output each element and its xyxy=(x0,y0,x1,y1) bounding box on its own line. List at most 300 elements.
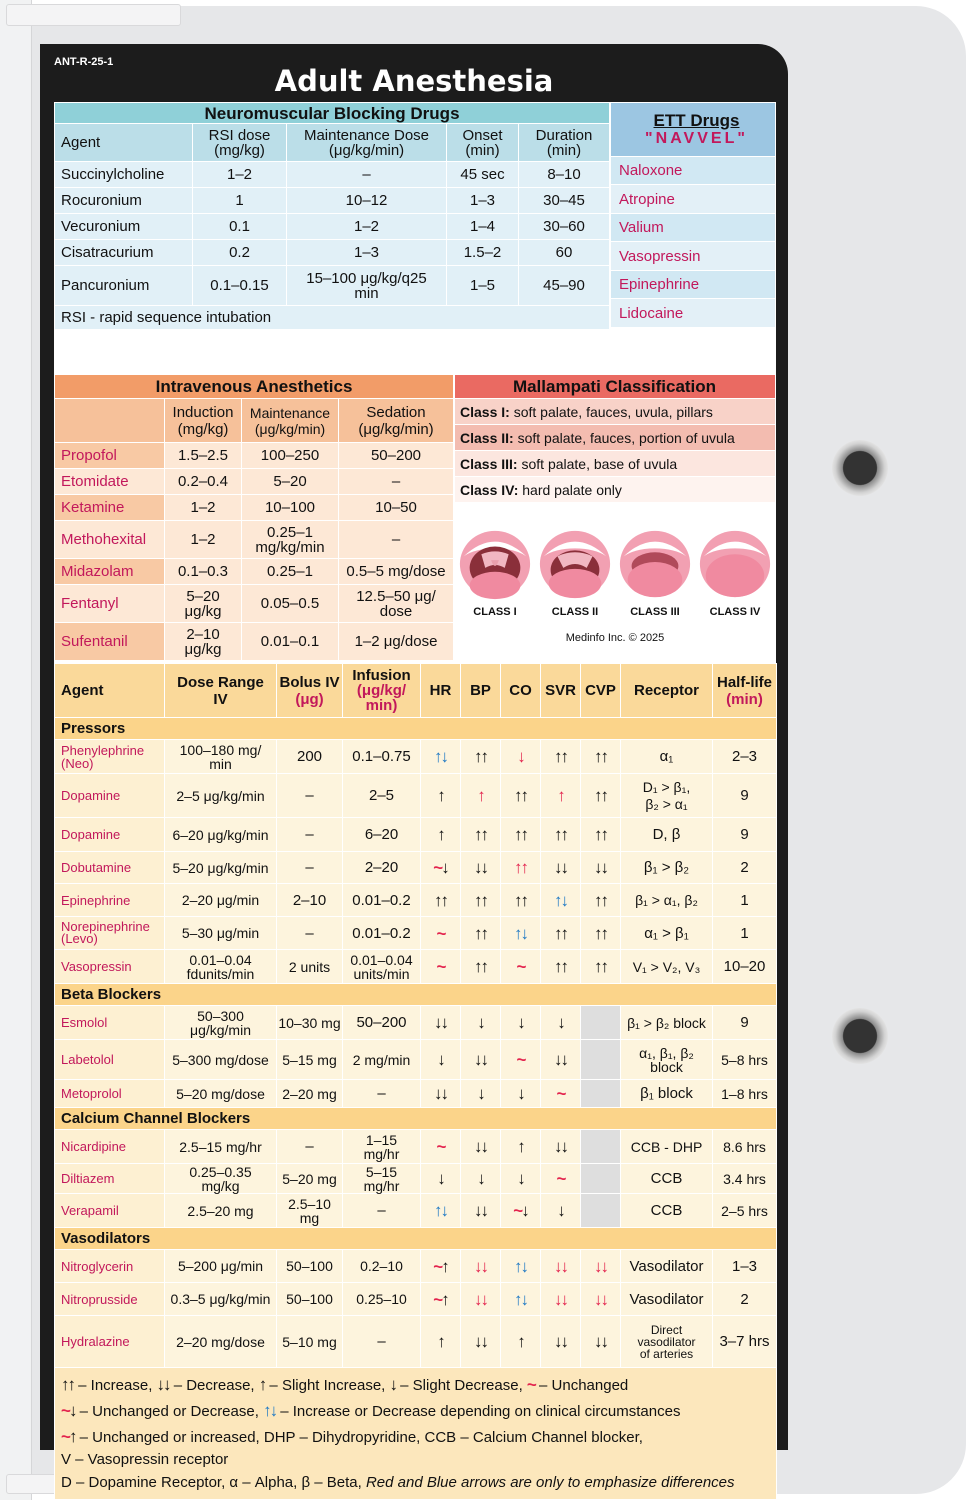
bp-arrows: ↑ xyxy=(461,774,501,818)
cell: 9 xyxy=(713,818,777,852)
cell: 10–12 xyxy=(287,188,447,214)
agent: Dopamine xyxy=(55,774,165,818)
col-receptor: Receptor xyxy=(621,664,713,718)
agent: Norepinephrine (Levo) xyxy=(55,917,165,950)
svr-arrows: ~ xyxy=(541,1164,581,1194)
svr-arrows: ↑↓ xyxy=(541,884,581,917)
cell: 10–20 xyxy=(713,950,777,984)
hr-arrows: ↑ xyxy=(421,774,461,818)
svr-arrows: ↑↑ xyxy=(541,818,581,852)
agent: Vasopressin xyxy=(55,950,165,984)
cell: 1–8 hrs xyxy=(713,1080,777,1108)
ett-header: ETT Drugs "NAVVEL" xyxy=(611,103,776,157)
mallampati-class-3: Class III: soft palate, base of uvula xyxy=(455,451,776,477)
cell: 50–200 xyxy=(343,1006,421,1040)
cell: CCB - DHP xyxy=(621,1130,713,1164)
cell: β₁ block xyxy=(621,1080,713,1108)
hr-arrows: ↑ xyxy=(421,818,461,852)
cell: – xyxy=(343,1316,421,1368)
table-row xyxy=(55,1164,777,1194)
cell: 9 xyxy=(713,774,777,818)
col-agent: Agent xyxy=(55,664,165,718)
cell: 2–5 xyxy=(343,774,421,818)
cvp-arrows xyxy=(581,1194,621,1228)
table-row xyxy=(55,852,777,884)
cell: 0.1–0.3 xyxy=(165,559,242,585)
cell: – xyxy=(277,1130,343,1164)
cell: 10–30 mg xyxy=(277,1006,343,1040)
iv-blank-header xyxy=(55,399,165,443)
co-arrows: ↑↓ xyxy=(501,1250,541,1283)
table-row xyxy=(55,188,610,214)
hr-arrows: ↓ xyxy=(421,1164,461,1194)
co-arrows: ↓ xyxy=(501,1164,541,1194)
table-row xyxy=(55,774,777,818)
table-row xyxy=(55,740,777,774)
cell: 2 xyxy=(713,1283,777,1316)
cvp-arrows: ↑↑ xyxy=(581,774,621,818)
cell: 1–2 μg/dose xyxy=(339,623,454,661)
agent: Propofol xyxy=(55,443,165,469)
cell: – xyxy=(343,1080,421,1108)
cell: 1–3 xyxy=(287,240,447,266)
cell: 5–8 hrs xyxy=(713,1040,777,1080)
svr-arrows: ↓↓ xyxy=(541,1283,581,1316)
agent: Vecuronium xyxy=(55,214,193,240)
iv-anesthetics-table xyxy=(54,374,454,661)
cell: CCB xyxy=(621,1194,713,1228)
nmb-table xyxy=(54,102,610,330)
cell: 1–4 xyxy=(447,214,519,240)
mouth-class-4-label: CLASS IV xyxy=(709,606,761,618)
agent: Epinephrine xyxy=(55,884,165,917)
agent: Etomidate xyxy=(55,469,165,495)
cell: 8.6 hrs xyxy=(713,1130,777,1164)
cell: 50–100 xyxy=(277,1283,343,1316)
cell: 1 xyxy=(713,884,777,917)
cvp-arrows: ↓↓ xyxy=(581,852,621,884)
table-row xyxy=(55,1316,777,1368)
cvp-arrows: ↑↑ xyxy=(581,950,621,984)
cell: 2 mg/min xyxy=(343,1040,421,1080)
mouth-class-4-icon xyxy=(696,526,774,602)
cell: 6–20 μg/kg/min xyxy=(165,818,277,852)
ett-drug-epinephrine: Epinephrine xyxy=(611,271,776,299)
cell: 9 xyxy=(713,1006,777,1040)
table-row xyxy=(55,1040,777,1080)
cell: 2.5–20 mg xyxy=(165,1194,277,1228)
mallampati-illustrations xyxy=(454,502,776,656)
cell: 0.01–0.2 xyxy=(343,917,421,950)
mallampati-class-2: Class II: soft palate, fauces, portion of uvula xyxy=(455,425,776,451)
cell: 0.01–0.2 xyxy=(343,884,421,917)
cell: 1 xyxy=(193,188,287,214)
cell: Direct vasodilator of arteries xyxy=(621,1316,713,1368)
table-row xyxy=(55,818,777,852)
cell: 0.1 xyxy=(193,214,287,240)
col-dose: Dose Range IV xyxy=(165,664,277,718)
cell: D₁ > β₁, β₂ > α₁ xyxy=(621,774,713,818)
screw-icon xyxy=(832,440,888,496)
section-ccb: Calcium Channel Blockers xyxy=(55,1108,777,1130)
cell: 0.25–10 xyxy=(343,1283,421,1316)
ett-table xyxy=(610,102,776,328)
cell: 0.05–0.5 xyxy=(242,585,339,623)
table-row xyxy=(55,950,777,984)
cell: 1–3 xyxy=(713,1250,777,1283)
cell: 2–3 xyxy=(713,740,777,774)
cell: 2–5 hrs xyxy=(713,1194,777,1228)
top-clip xyxy=(6,4,181,26)
hr-arrows: ~ xyxy=(421,917,461,950)
co-arrows: ~ xyxy=(501,950,541,984)
svr-arrows: ~ xyxy=(541,1080,581,1108)
cvp-arrows xyxy=(581,1130,621,1164)
card-title: Adult Anesthesia xyxy=(274,64,554,98)
cell: 0.1–0.15 xyxy=(193,266,287,306)
iv-induction-header: Induction (mg/kg) xyxy=(165,399,242,443)
agent: Sufentanil xyxy=(55,623,165,661)
svr-arrows: ↓↓ xyxy=(541,1316,581,1368)
cell: 1–2 xyxy=(287,214,447,240)
cell: 2–20 μg/min xyxy=(165,884,277,917)
cell: 50–100 xyxy=(277,1250,343,1283)
cell: 3.4 hrs xyxy=(713,1164,777,1194)
cell: 3–7 hrs xyxy=(713,1316,777,1368)
cell: V₁ > V₂, V₃ xyxy=(621,950,713,984)
table-row xyxy=(55,469,454,495)
bp-arrows: ↓↓ xyxy=(461,1194,501,1228)
cell: – xyxy=(277,774,343,818)
cell: 1–5 xyxy=(447,266,519,306)
cell: 100–180 mg/ min xyxy=(165,740,277,774)
agent: Nicardipine xyxy=(55,1130,165,1164)
co-arrows: ↑↓ xyxy=(501,917,541,950)
hr-arrows: ↓ xyxy=(421,1040,461,1080)
col-infusion: Infusion (μg/kg/ min) xyxy=(343,664,421,718)
cvp-arrows: ↓↓ xyxy=(581,1250,621,1283)
cell: 15–100 μg/kg/q25 min xyxy=(287,266,447,306)
cell: 5–20 xyxy=(242,469,339,495)
agent: Rocuronium xyxy=(55,188,193,214)
nmb-duration-header: Duration (min) xyxy=(519,124,610,162)
cvp-arrows xyxy=(581,1164,621,1194)
cell: 5–300 mg/dose xyxy=(165,1040,277,1080)
ett-drug-atropine: Atropine xyxy=(611,185,776,214)
cell: 10–100 xyxy=(242,495,339,521)
cell: β₁ > α₁, β₂ xyxy=(621,884,713,917)
cell: 0.01–0.1 xyxy=(242,623,339,661)
card-content xyxy=(54,102,776,1492)
table-row xyxy=(55,1080,777,1108)
cell: 200 xyxy=(277,740,343,774)
bp-arrows: ↓ xyxy=(461,1006,501,1040)
co-arrows: ↑↑ xyxy=(501,852,541,884)
hr-arrows: ↓↓ xyxy=(421,1080,461,1108)
hr-arrows: ~↓ xyxy=(421,852,461,884)
cell: 0.1–0.75 xyxy=(343,740,421,774)
hr-arrows: ~ xyxy=(421,950,461,984)
bp-arrows: ↑↑ xyxy=(461,884,501,917)
cell: 0.3–5 μg/kg/min xyxy=(165,1283,277,1316)
co-arrows: ~ xyxy=(501,1040,541,1080)
co-arrows: ~↓ xyxy=(501,1194,541,1228)
hr-arrows: ↑ xyxy=(421,1316,461,1368)
mallampati-class-1: Class I: soft palate, fauces, uvula, pillars xyxy=(455,399,776,425)
svr-arrows: ↓↓ xyxy=(541,852,581,884)
section-beta-blockers: Beta Blockers xyxy=(55,984,777,1006)
cell: 45 sec xyxy=(447,162,519,188)
cell: Vasodilator xyxy=(621,1283,713,1316)
ett-drug-valium: Valium xyxy=(611,214,776,242)
mouth-class-1-label: CLASS I xyxy=(473,606,517,618)
nmb-footnote: RSI - rapid sequence intubation xyxy=(55,306,610,330)
svr-arrows: ↑ xyxy=(541,774,581,818)
copyright: Medinfo Inc. © 2025 xyxy=(565,632,665,644)
cvp-arrows xyxy=(581,1080,621,1108)
cell: – xyxy=(287,162,447,188)
cell: – xyxy=(277,818,343,852)
agent: Methohexital xyxy=(55,521,165,559)
cell: 60 xyxy=(519,240,610,266)
table-row xyxy=(55,1194,777,1228)
cell: 0.25–1 xyxy=(242,559,339,585)
cell: 0.01–0.04 fdunits/min xyxy=(165,950,277,984)
cell: 5–10 mg xyxy=(277,1316,343,1368)
hr-arrows: ~↑ xyxy=(421,1283,461,1316)
ett-drug-naloxone: Naloxone xyxy=(611,157,776,185)
cell: 10–50 xyxy=(339,495,454,521)
cell: 0.25–0.35 mg/kg xyxy=(165,1164,277,1194)
vasoactive-table xyxy=(54,663,777,1500)
cell: 2 units xyxy=(277,950,343,984)
table-row xyxy=(55,917,777,950)
bp-arrows: ↓ xyxy=(461,1164,501,1194)
cell: 0.01–0.04 units/min xyxy=(343,950,421,984)
col-svr: SVR xyxy=(541,664,581,718)
nmb-agent-header: Agent xyxy=(55,124,193,162)
svr-arrows: ↓↓ xyxy=(541,1130,581,1164)
cvp-arrows xyxy=(581,1040,621,1080)
cell: 2–20 mg xyxy=(277,1080,343,1108)
agent: Dobutamine xyxy=(55,852,165,884)
cell: 8–10 xyxy=(519,162,610,188)
card-code: ANT-R-25-1 xyxy=(54,56,114,68)
co-arrows: ↑↑ xyxy=(501,774,541,818)
co-arrows: ↑↑ xyxy=(501,884,541,917)
cvp-arrows xyxy=(581,1006,621,1040)
agent: Phenylephrine (Neo) xyxy=(55,740,165,774)
cell: 0.2 xyxy=(193,240,287,266)
cell: 1–2 xyxy=(165,495,242,521)
cvp-arrows: ↑↑ xyxy=(581,740,621,774)
mallampati-title: Mallampati Classification xyxy=(455,375,776,399)
cell: 1 xyxy=(713,917,777,950)
col-hr: HR xyxy=(421,664,461,718)
co-arrows: ↑ xyxy=(501,1316,541,1368)
cell: 1.5–2 xyxy=(447,240,519,266)
cell: 100–250 xyxy=(242,443,339,469)
co-arrows: ↓ xyxy=(501,740,541,774)
bp-arrows: ↑↑ xyxy=(461,917,501,950)
hr-arrows: ~↑ xyxy=(421,1250,461,1283)
cell: 0.5–5 mg/dose xyxy=(339,559,454,585)
agent: Dopamine xyxy=(55,818,165,852)
co-arrows: ↓ xyxy=(501,1080,541,1108)
table-row xyxy=(55,162,610,188)
cell: 5–20 mg/dose xyxy=(165,1080,277,1108)
table-row xyxy=(55,266,610,306)
table-row xyxy=(55,884,777,917)
svr-arrows: ↑↑ xyxy=(541,740,581,774)
table-row xyxy=(55,1283,777,1316)
agent: Fentanyl xyxy=(55,585,165,623)
hr-arrows: ↓↓ xyxy=(421,1006,461,1040)
cell: – xyxy=(343,1194,421,1228)
table-row xyxy=(55,240,610,266)
table-row xyxy=(55,521,454,559)
cell: 50–200 xyxy=(339,443,454,469)
cell: 2–10 μg/kg xyxy=(165,623,242,661)
cvp-arrows: ↑↑ xyxy=(581,818,621,852)
cell: 0.2–10 xyxy=(343,1250,421,1283)
bp-arrows: ↓↓ xyxy=(461,852,501,884)
bp-arrows: ↓↓ xyxy=(461,1250,501,1283)
cell: 0.25–1 mg/kg/min xyxy=(242,521,339,559)
table-row xyxy=(55,585,454,623)
cell: 2–5 μg/kg/min xyxy=(165,774,277,818)
cell: 45–90 xyxy=(519,266,610,306)
bp-arrows: ↑↑ xyxy=(461,740,501,774)
agent: Nitroprusside xyxy=(55,1283,165,1316)
mouth-class-2-label: CLASS II xyxy=(551,606,599,618)
section-vasodilators: Vasodilators xyxy=(55,1228,777,1250)
col-co: CO xyxy=(501,664,541,718)
svr-arrows: ↑↑ xyxy=(541,917,581,950)
table-row xyxy=(55,214,610,240)
cell: 5–30 μg/min xyxy=(165,917,277,950)
cell: 1–3 xyxy=(447,188,519,214)
cell: 5–15 mg xyxy=(277,1040,343,1080)
cell: 2.5–15 mg/hr xyxy=(165,1130,277,1164)
agent: Labetolol xyxy=(55,1040,165,1080)
cell: α₁, β₁, β₂ block xyxy=(621,1040,713,1080)
iv-sedation-header: Sedation (μg/kg/min) xyxy=(339,399,454,443)
bp-arrows: ↓ xyxy=(461,1080,501,1108)
svr-arrows: ↓ xyxy=(541,1194,581,1228)
mallampati-table xyxy=(454,374,776,503)
agent: Hydralazine xyxy=(55,1316,165,1368)
nmb-rsi-header: RSI dose (mg/kg) xyxy=(193,124,287,162)
co-arrows: ↑↓ xyxy=(501,1283,541,1316)
cell: 1–15 mg/hr xyxy=(343,1130,421,1164)
table-row xyxy=(55,623,454,661)
cell: 5–20 mg xyxy=(277,1164,343,1194)
svr-arrows: ↓↓ xyxy=(541,1040,581,1080)
cell: 6–20 xyxy=(343,818,421,852)
cell: – xyxy=(339,469,454,495)
bp-arrows: ↑↑ xyxy=(461,818,501,852)
cell: 2.5–10 mg xyxy=(277,1194,343,1228)
bp-arrows: ↓↓ xyxy=(461,1040,501,1080)
section-pressors: Pressors xyxy=(55,718,777,740)
cell: D, β xyxy=(621,818,713,852)
agent: Succinylcholine xyxy=(55,162,193,188)
cell: – xyxy=(277,917,343,950)
cell: β₁ > β₂ block xyxy=(621,1006,713,1040)
agent: Cisatracurium xyxy=(55,240,193,266)
col-bp: BP xyxy=(461,664,501,718)
cell: 30–45 xyxy=(519,188,610,214)
iv-maintenance-header: Maintenance (μg/kg/min) xyxy=(242,399,339,443)
cell: 1.5–2.5 xyxy=(165,443,242,469)
cell: 1–2 xyxy=(193,162,287,188)
cvp-arrows: ↓↓ xyxy=(581,1283,621,1316)
table-row xyxy=(55,443,454,469)
cell: 2–20 xyxy=(343,852,421,884)
cell: α₁ > β₁ xyxy=(621,917,713,950)
co-arrows: ↓ xyxy=(501,1006,541,1040)
bp-arrows: ↑↑ xyxy=(461,950,501,984)
cell: 30–60 xyxy=(519,214,610,240)
cvp-arrows: ↓↓ xyxy=(581,1316,621,1368)
svr-arrows: ↑↑ xyxy=(541,950,581,984)
mouth-class-3-label: CLASS III xyxy=(630,606,680,618)
table-row xyxy=(55,495,454,521)
cell: 5–15 mg/hr xyxy=(343,1164,421,1194)
cell: α₁ xyxy=(621,740,713,774)
cell: 5–20 μg/kg xyxy=(165,585,242,623)
svr-arrows: ↓↓ xyxy=(541,1250,581,1283)
cell: 5–200 μg/min xyxy=(165,1250,277,1283)
screw-icon xyxy=(832,1008,888,1064)
mouth-class-3-icon xyxy=(616,526,694,602)
col-cvp: CVP xyxy=(581,664,621,718)
cell: 0.2–0.4 xyxy=(165,469,242,495)
ett-drug-vasopressin: Vasopressin xyxy=(611,242,776,271)
hr-arrows: ↑↓ xyxy=(421,1194,461,1228)
agent: Ketamine xyxy=(55,495,165,521)
table-row xyxy=(55,1250,777,1283)
mallampati-class-4: Class IV: hard palate only xyxy=(455,477,776,503)
cvp-arrows: ↑↑ xyxy=(581,884,621,917)
cell: 2–20 mg/dose xyxy=(165,1316,277,1368)
table-row xyxy=(55,1006,777,1040)
mouth-class-2-icon xyxy=(536,526,614,602)
cell: 50–300 μg/kg/min xyxy=(165,1006,277,1040)
hr-arrows: ↑↑ xyxy=(421,884,461,917)
iv-title: Intravenous Anesthetics xyxy=(55,375,454,399)
table-row xyxy=(55,1130,777,1164)
bp-arrows: ↓↓ xyxy=(461,1130,501,1164)
cell: 12.5–50 μg/ dose xyxy=(339,585,454,623)
cell: 2–10 xyxy=(277,884,343,917)
cell: 5–20 μg/kg/min xyxy=(165,852,277,884)
nmb-maint-header: Maintenance Dose (μg/kg/min) xyxy=(287,124,447,162)
co-arrows: ↑ xyxy=(501,1130,541,1164)
bp-arrows: ↓↓ xyxy=(461,1283,501,1316)
agent: Diltiazem xyxy=(55,1164,165,1194)
bp-arrows: ↓↓ xyxy=(461,1316,501,1368)
legend: ↑↑ – Increase, ↓↓ – Decrease, ↑ – Slight Increase, ↓ – Slight Decrease, ~ – Unchanged ~↓ – Unchanged or Decrease, ↑↓ – Increase or Decrease depending on clinical circumstances ~↑ – Unchanged or increased, DHP – Dihydropyridine, CCB – Calcium Channel blocker, V – Vasopressin receptor D – Dopamine Receptor, α – Alpha, β – Beta, Red and Blue arrows are only to emphasize differences xyxy=(55,1368,777,1500)
cell: β₁ > β₂ xyxy=(621,852,713,884)
cvp-arrows: ↑↑ xyxy=(581,917,621,950)
agent: Midazolam xyxy=(55,559,165,585)
table-row xyxy=(55,559,454,585)
agent: Esmolol xyxy=(55,1006,165,1040)
agent: Nitroglycerin xyxy=(55,1250,165,1283)
svr-arrows: ↓ xyxy=(541,1006,581,1040)
